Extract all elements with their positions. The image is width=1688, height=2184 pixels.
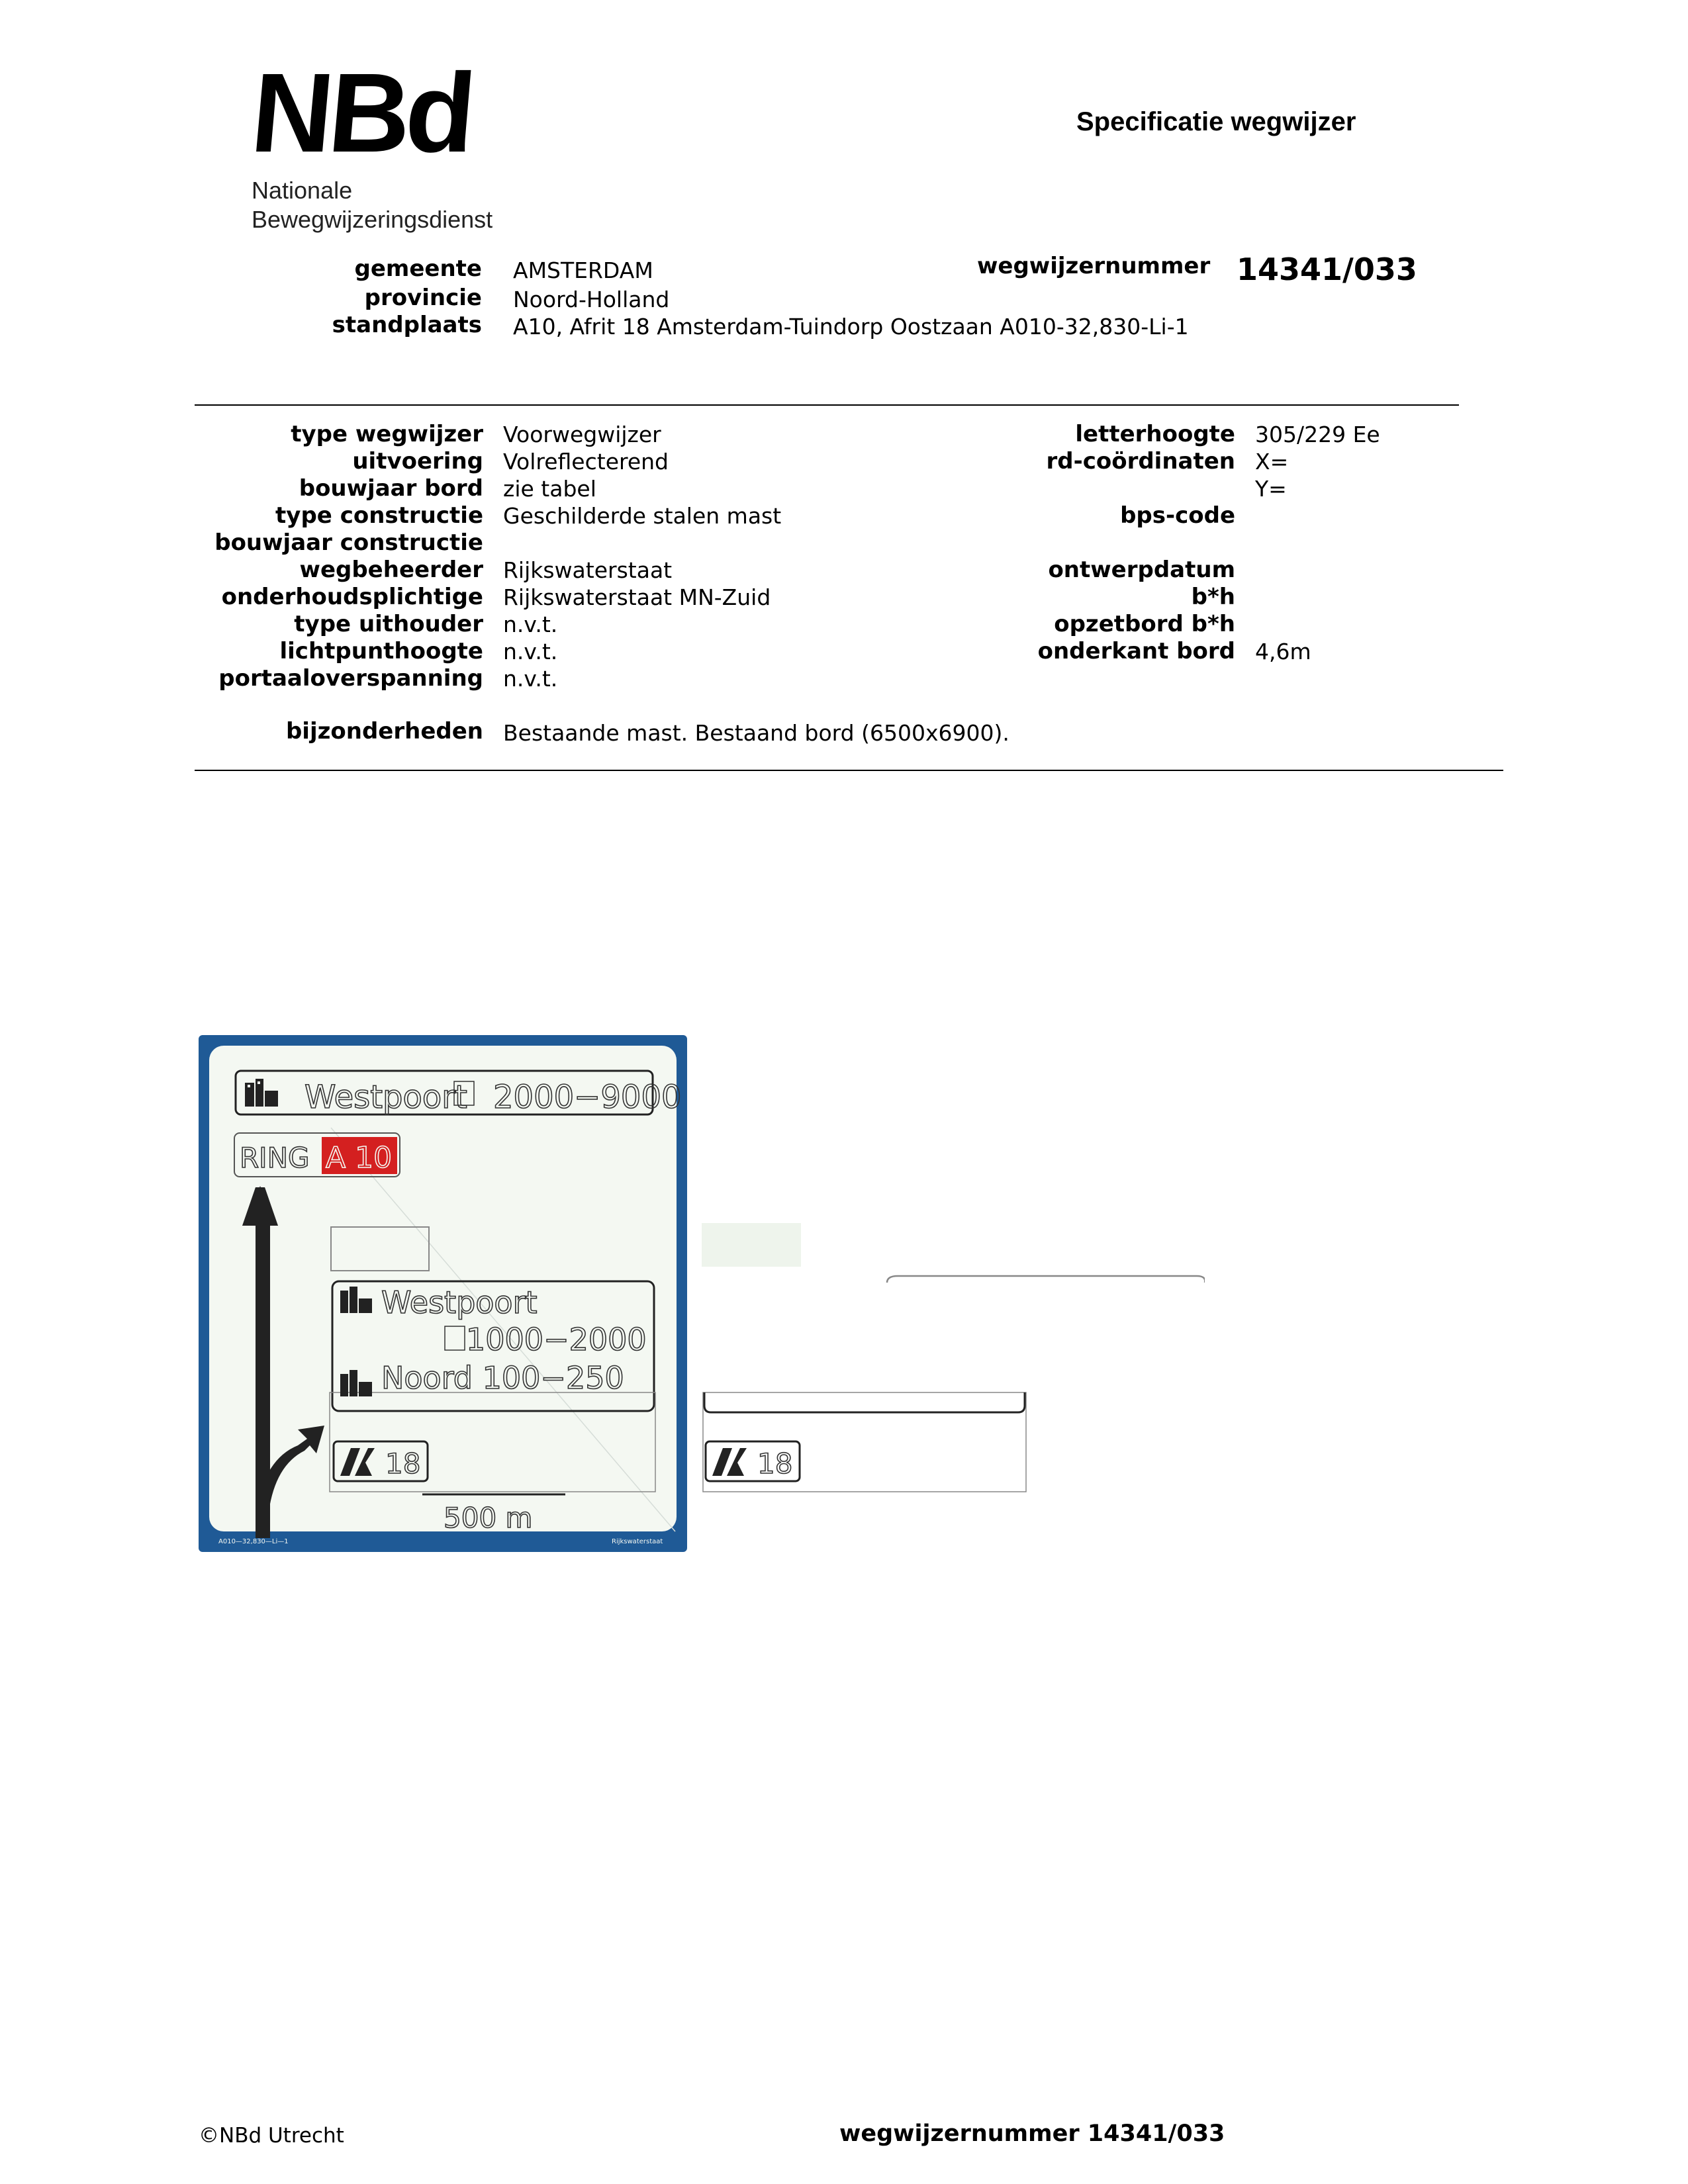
spec-label: opzetbord b*h xyxy=(1054,611,1235,637)
partial-box-bottom xyxy=(704,1392,1025,1412)
divider-bottom xyxy=(195,770,1503,771)
spec-label: bouwjaar bord xyxy=(299,475,483,502)
spec-label xyxy=(993,529,1235,557)
nbd-logo: NBd xyxy=(244,50,477,176)
top-destination-range: 2000−9000 xyxy=(493,1079,682,1116)
spec-value: n.v.t. xyxy=(503,612,558,637)
footer-wegwijzernummer xyxy=(839,2120,1225,2147)
spec-label: portaaloverspanning xyxy=(218,665,483,692)
ring-road-number: A 10 xyxy=(326,1141,393,1175)
spec-value: zie tabel xyxy=(503,476,596,502)
distance-label: 500 m xyxy=(444,1502,533,1534)
exit-number-right: 18 xyxy=(757,1447,793,1480)
bijzonderheden-value: Bestaande mast. Bestaand bord (6500x6900). xyxy=(503,720,1009,746)
spec-value: n.v.t. xyxy=(503,666,558,692)
provincie-value: Noord-Holland xyxy=(513,287,670,312)
box-line1: Westpoort xyxy=(381,1285,538,1320)
spec-label: bouwjaar constructie xyxy=(214,529,483,556)
partial-box-top xyxy=(887,1276,1205,1283)
spec-value xyxy=(1255,557,1520,584)
standplaats-label: standplaats xyxy=(332,312,482,338)
spec-label: ontwerpdatum xyxy=(1048,557,1235,583)
spec-value xyxy=(503,529,1006,557)
gemeente-value: AMSTERDAM xyxy=(513,257,653,283)
faint-panel-placeholder xyxy=(702,1223,801,1267)
divider-top xyxy=(195,404,1459,406)
gemeente-label: gemeente xyxy=(354,255,482,282)
org-name-line2: Bewegwijzeringsdienst xyxy=(252,206,493,233)
footer-number-label: wegwijzernummer xyxy=(839,2120,1080,2147)
wegwijzernummer-value: 14341/033 xyxy=(1237,251,1417,287)
spec-value: Volreflecterend xyxy=(503,449,669,475)
spec-label: b*h xyxy=(1191,584,1235,610)
spec-value: Y= xyxy=(1255,476,1287,502)
specs-right-labels xyxy=(993,421,1235,665)
spec-value: n.v.t. xyxy=(503,639,558,664)
spec-label: type uithouder xyxy=(294,611,483,637)
box-line3: Noord 100−250 xyxy=(381,1360,624,1396)
footer-number-value: 14341/033 xyxy=(1087,2120,1225,2147)
spec-value: Rijkswaterstaat MN-Zuid xyxy=(503,584,771,610)
spec-label: onderkant bord xyxy=(1037,638,1235,664)
spec-label: type constructie xyxy=(275,502,483,529)
sign-drawing xyxy=(199,1035,1205,1565)
specs-left-values xyxy=(503,421,1006,692)
spec-label: onderhoudsplichtige xyxy=(221,584,483,610)
spec-value: Rijkswaterstaat xyxy=(503,557,673,583)
exit-number: 18 xyxy=(385,1447,421,1480)
wegwijzernummer-label: wegwijzernummer xyxy=(977,253,1211,279)
sign-owner-label: Rijkswaterstaat xyxy=(612,1538,663,1545)
top-destination-name: Westpoort xyxy=(305,1079,467,1116)
spec-label: lichtpunthoogte xyxy=(279,638,483,664)
specs-left-labels xyxy=(0,421,483,692)
spec-value xyxy=(1255,529,1520,557)
spec-value xyxy=(1255,502,1520,529)
specs-right-values xyxy=(1255,421,1520,665)
ring-label: RING xyxy=(240,1142,310,1174)
spec-label: letterhoogte xyxy=(1075,421,1235,447)
standplaats-value: A10, Afrit 18 Amsterdam-Tuindorp Oostzaan A010-32,830-Li-1 xyxy=(513,314,1189,340)
spec-value xyxy=(1255,611,1520,638)
provincie-label: provincie xyxy=(364,285,482,311)
copyright: ©NBd Utrecht xyxy=(199,2124,344,2148)
spec-label: rd-coördinaten xyxy=(1046,448,1235,475)
bijzonderheden-label: bijzonderheden xyxy=(285,718,483,745)
spec-value: X= xyxy=(1255,449,1289,475)
document-title: Specificatie wegwijzer xyxy=(1076,107,1356,136)
exit-icon-right xyxy=(712,1448,747,1476)
box-line2: 1000−2000 xyxy=(466,1322,647,1357)
spec-label: bps-code xyxy=(1120,502,1235,529)
spec-value: 305/229 Ee xyxy=(1255,422,1380,447)
spec-label: wegbeheerder xyxy=(299,557,483,583)
spec-value xyxy=(1255,584,1520,611)
spec-label xyxy=(993,475,1235,502)
spec-value: Geschilderde stalen mast xyxy=(503,503,782,529)
org-name-line1: Nationale xyxy=(252,177,353,204)
spec-label: type wegwijzer xyxy=(291,421,483,447)
spec-label: uitvoering xyxy=(352,448,483,475)
spec-value: Voorwegwijzer xyxy=(503,422,661,447)
spec-value: 4,6m xyxy=(1255,639,1311,664)
sign-id-label: A010—32,830—Li—1 xyxy=(218,1538,289,1545)
